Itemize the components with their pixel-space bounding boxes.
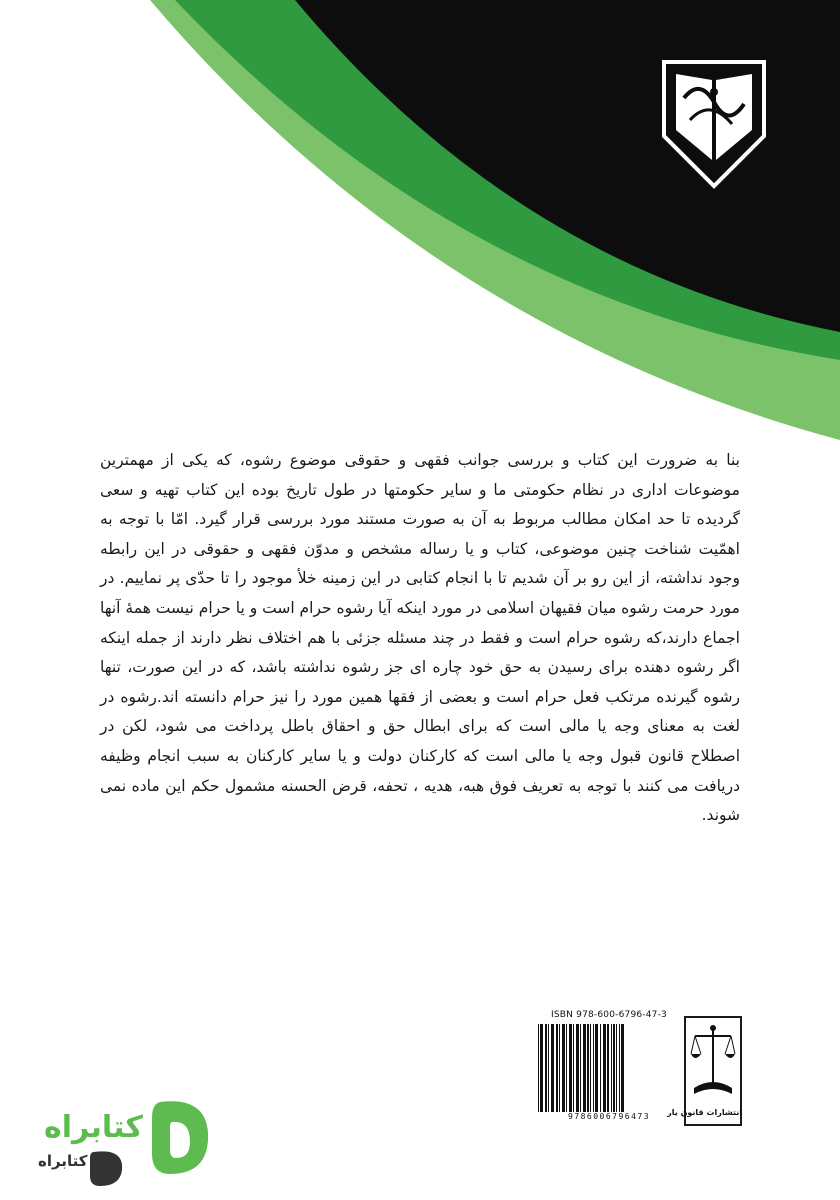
isbn-label: ISBN 978-600-6796-47-3	[551, 1010, 667, 1020]
barcode-bar	[566, 1024, 567, 1112]
barcode-bar	[616, 1024, 617, 1112]
barcode-bar	[556, 1024, 558, 1112]
barcode-bar	[611, 1024, 612, 1112]
barcode-bar	[593, 1024, 594, 1112]
watermark-main: کتابراه	[44, 1110, 143, 1145]
scales-of-justice-icon	[686, 1018, 740, 1104]
barcode-bar	[613, 1024, 615, 1112]
barcode-bar	[573, 1024, 574, 1112]
barcode-bar	[540, 1024, 543, 1112]
barcode-bar	[569, 1024, 572, 1112]
book-shield-icon	[660, 58, 768, 190]
barcode-bar	[580, 1024, 581, 1112]
barcode-bar	[587, 1024, 589, 1112]
barcode-bar	[576, 1024, 579, 1112]
barcode-bar	[548, 1024, 549, 1112]
watermark-sub: کتابراه	[38, 1152, 88, 1170]
barcode-bar	[590, 1024, 591, 1112]
barcode-bar	[619, 1024, 620, 1112]
barcode-bar	[607, 1024, 609, 1112]
barcode-bar	[551, 1024, 554, 1112]
barcode-digits: 9786006796473	[567, 1112, 651, 1121]
barcode-bar	[600, 1024, 601, 1112]
imprint-label: انتشارات قانون یار	[667, 1108, 742, 1117]
barcode-bar	[559, 1024, 560, 1112]
barcode-bar	[538, 1024, 539, 1112]
barcode-bar	[621, 1024, 624, 1112]
barcode-bar	[545, 1024, 547, 1112]
barcode-bar	[595, 1024, 598, 1112]
barcode-bar	[603, 1024, 606, 1112]
barcode-bar	[562, 1024, 565, 1112]
barcode-icon	[536, 1024, 682, 1114]
barcode-bar	[583, 1024, 586, 1112]
cover-description: بنا به ضرورت این کتاب و بررسی جوانب فقهی و حقوقی موضوع رشوه، که یکی از مهمترین موضوعات اداری در نظام حکومتی ما و سایر حکومتها در طول تاریخ بوده این کتاب تهیه و سعی گردیده تا حد امکان مطالب مربوط به آن به صورت مستند مورد بررسی قرار گیرد. امّا با توجه به اهمّیت شناخت چنین موضوعی، کتاب و یا رساله مشخص و مدوّن فقهی و حقوقی در این رابطه وجود نداشته، از این رو بر آن شدیم تا با انجام کتابی در این زمینه خلأ موجود را تا حدّی پر نماییم. در مورد حرمت رشوه میان فقیهان اسلامی در مورد اینکه آیا رشوه حرام است و یا حرام نیست همهٔ آنها اجماع دارند،که رشوه حرام است و فقط در چند مسئله جزئی با هم اختلاف نظر دارند از جمله اینکه اگر رشوه دهنده برای رسیدن به حق خود چاره ای جز رشوه نداشته باشد، که در این صورت، تنها رشوه گیرنده مرتکب فعل حرام است و بعضی از فقها همین مورد را نیز حرام دانسته اند.رشوه در لغت به معنای وجه یا مالی است که برای ابطال حق و احقاق باطل پرداخت می شود، لکن در اصطلاح قانون قبول وجه یا مالی است که کارکنان دولت و یا سایر کارکنان به سبب انجام وظیفه دریافت می کنند با توجه به تعریف فوق هبه، هدیه ، تحفه، قرض الحسنه مشمول حکم این ماده نمی شوند.	[100, 451, 740, 825]
